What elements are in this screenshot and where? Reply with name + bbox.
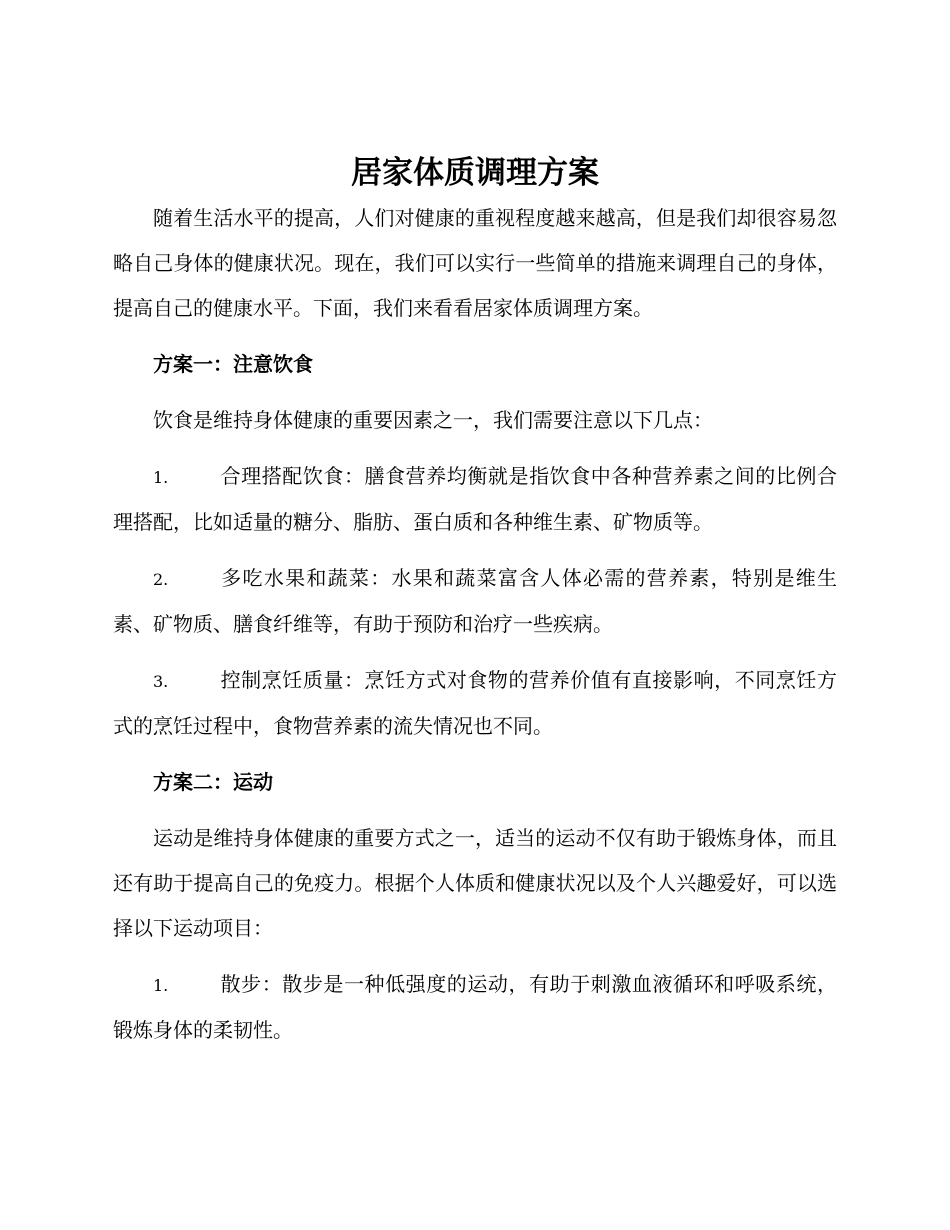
list-item-number: 2.	[153, 570, 169, 589]
section-heading-diet: 方案一：注意饮食	[153, 352, 313, 376]
intro-paragraph: 随着生活水平的提高，人们对健康的重视程度越来越高，但是我们却很容易忽略自己身体的健康状况。现在，我们可以实行一些简单的措施来调理自己的身体，提高自己的健康水平。下面，我们来看看居家体质调理方案。	[113, 206, 837, 320]
list-item	[113, 962, 837, 1053]
section-heading-exercise: 方案二：运动	[153, 770, 273, 794]
list-item	[113, 658, 837, 749]
list-item-text: 控制烹饪质量：烹饪方式对食物的营养价值有直接影响，不同烹饪方式的烹饪过程中，食物营养素的流失情况也不同。	[113, 668, 837, 738]
list-item-number: 3.	[153, 672, 169, 691]
list-item	[113, 454, 837, 545]
section-intro-diet: 饮食是维持身体健康的重要因素之一，我们需要注意以下几点：	[153, 408, 713, 432]
list-item-text: 合理搭配饮食：膳食营养均衡就是指饮食中各种营养素之间的比例合理搭配，比如适量的糖分、脂肪、蛋白质和各种维生素、矿物质等。	[113, 464, 837, 534]
list-item-text: 散步：散步是一种低强度的运动，有助于刺激血液循环和呼吸系统，锻炼身体的柔韧性。	[113, 972, 837, 1042]
list-item-number: 1.	[153, 468, 169, 487]
document-title: 居家体质调理方案	[351, 155, 599, 191]
section-intro-exercise: 运动是维持身体健康的重要方式之一，适当的运动不仅有助于锻炼身体，而且还有助于提高自己的免疫力。根据个人体质和健康状况以及个人兴趣爱好，可以选择以下运动项目：	[113, 826, 837, 940]
list-item-number: 1.	[153, 976, 169, 995]
list-item-text: 多吃水果和蔬菜：水果和蔬菜富含人体必需的营养素，特别是维生素、矿物质、膳食纤维等，有助于预防和治疗一些疾病。	[113, 566, 837, 636]
document-content	[113, 150, 837, 1064]
list-item	[113, 556, 837, 647]
